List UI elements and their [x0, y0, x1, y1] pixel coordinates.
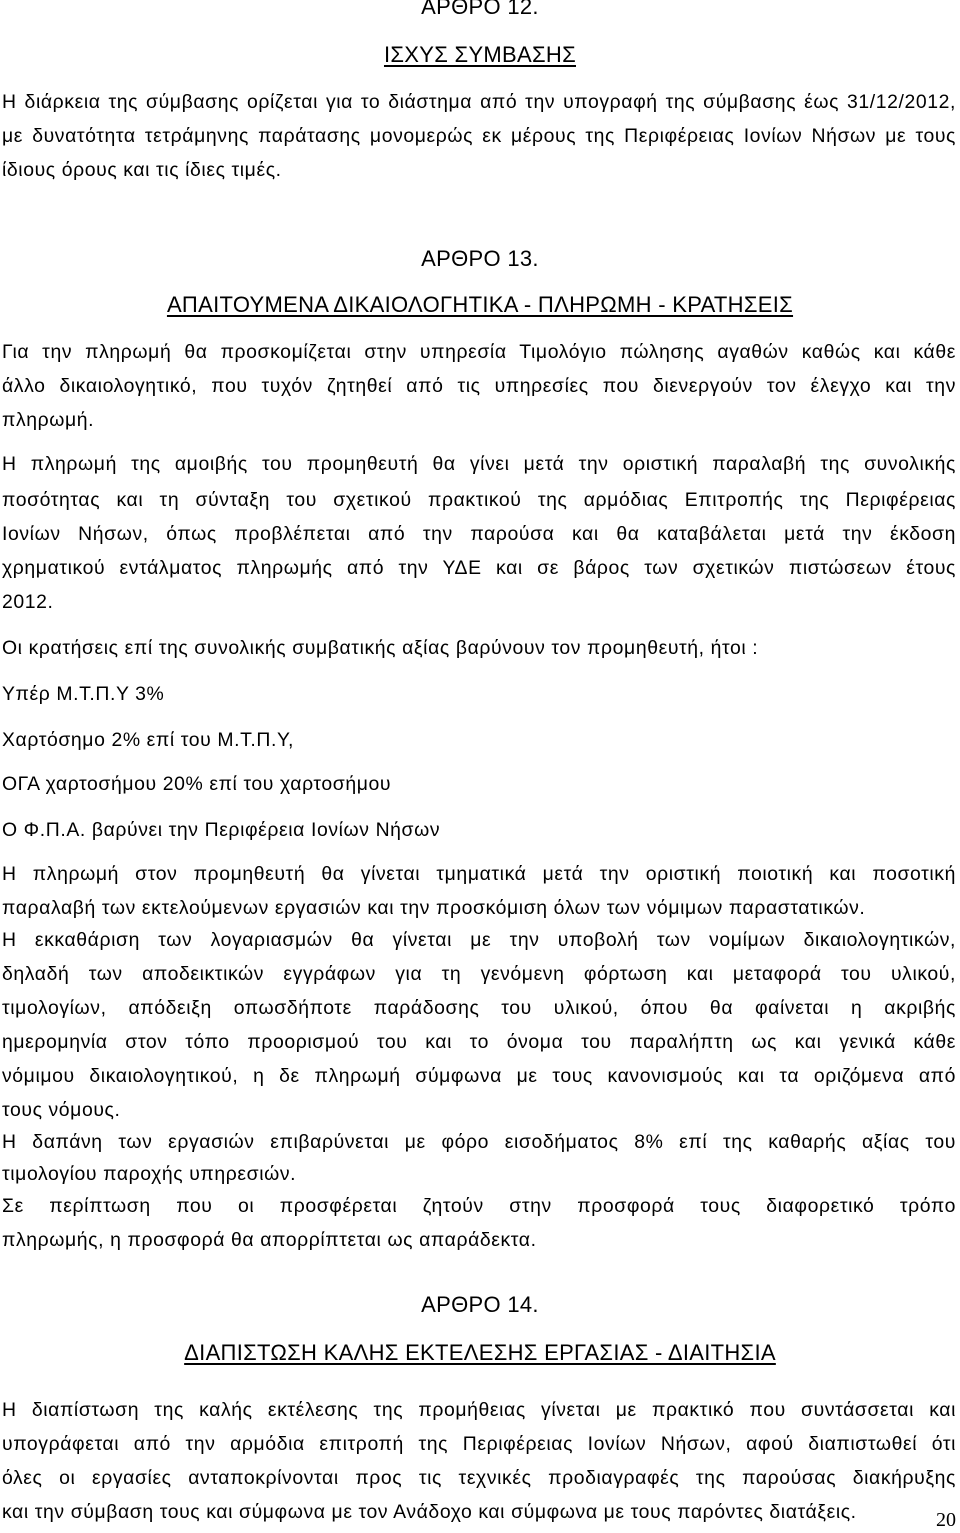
paragraph-line: πληρωμής, η προσφορά θα απορρίπτεται ως απαράδεκτα. [2, 1229, 537, 1251]
article-12-line: ίδιους όρους και τις ίδιες τιμές. [2, 159, 282, 181]
paragraph-line: δηλαδή των αποδεικτικών εγγράφων για τη γενόμενη φόρτωση και μεταφορά του υλικού, [2, 963, 956, 985]
paragraph-line: Για την πληρωμή θα προσκομίζεται στην υπηρεσία Τιμολόγιο πώλησης αγαθών καθώς και κάθε [2, 341, 956, 363]
paragraph-line: Οι κρατήσεις επί της συνολικής συμβατικής αξίας βαρύνουν τον προμηθευτή, ήτοι : [2, 637, 759, 659]
deduction-item: Υπέρ Μ.Τ.Π.Υ 3% [2, 683, 165, 705]
article-12-title: ΙΣΧΥΣ ΣΥΜΒΑΣΗΣ [383, 42, 576, 67]
paragraph-line: άλλο δικαιολογητικό, που τυχόν ζητηθεί από τις υπηρεσίες που διενεργούν τον έλεγχο και την [2, 375, 956, 397]
paragraph-line: Ιονίων Νήσων, όπως προβλέπεται από την παρούσα και θα καταβάλεται μετά την έκδοση [2, 523, 956, 545]
article-12-line: με δυνατότητα τετράμηνης παράτασης μονομερώς εκ μέρους της Περιφέρειας Ιονίων Νήσων με τους [2, 125, 956, 147]
paragraph-line: πληρωμή. [2, 409, 95, 431]
paragraph-line: τιμολογίων, απόδειξη οπωσδήποτε παράδοσης του υλικού, όπου θα φαίνεται η ακριβής [2, 997, 956, 1019]
paragraph-line: υπογράφεται από την αρμόδια επιτροπή της Περιφέρειας Ιονίων Νήσων, αφού διαπιστωθεί ότι [2, 1433, 956, 1455]
page-number: 20 [936, 1509, 956, 1531]
paragraph-line: Η πληρωμή της αμοιβής του προμηθευτή θα γίνει μετά την οριστική παραλαβή της συνολικής [2, 453, 956, 475]
paragraph-line: Σε περίπτωση που οι προσφέρεται ζητούν στην προσφορά τους διαφορετικό τρόπο [2, 1195, 956, 1217]
paragraph-line: όλες οι εργασίες ανταποκρίνονται προς τις τεχνικές προδιαγραφές της παρούσας διακήρυξης [2, 1467, 956, 1489]
deduction-item: Χαρτόσημο 2% επί του Μ.Τ.Π.Υ, [2, 729, 295, 751]
paragraph-line: Η διαπίστωση της καλής εκτέλεσης της προμήθειας γίνεται με πρακτικό που συντάσσεται και [2, 1399, 956, 1421]
deduction-item: ΟΓΑ χαρτοσήμου 20% επί του χαρτοσήμου [2, 773, 392, 795]
article-13-heading: ΑΡΘΡΟ 13. [421, 246, 539, 271]
paragraph-line: παραλαβή των εκτελούμενων εργασιών και την προσκόμιση όλων των νόμιμων παραστατικών. [2, 897, 866, 919]
paragraph-line: ημερομηνία στον τόπο προορισμού του και το όνομα του παραλήπτη ως και γενικά κάθε [2, 1031, 956, 1053]
article-13-title: ΑΠΑΙΤΟΥΜΕΝΑ ΔΙΚΑΙΟΛΟΓΗΤΙΚΑ - ΠΛΗΡΩΜΗ - ΚΡΑΤΗΣΕΙΣ [166, 292, 794, 317]
paragraph-line: χρηματικού εντάλματος πληρωμής από την ΥΔΕ και σε βάρος των σχετικών πιστώσεων έτους [2, 557, 956, 579]
paragraph-line: τιμολογίου παροχής υπηρεσιών. [2, 1163, 297, 1185]
paragraph-line: Η εκκαθάριση των λογαριασμών θα γίνεται με την υποβολή των νομίμων δικαιολογητικών, [2, 929, 956, 951]
paragraph-line: ποσότητας και τη σύνταξη του σχετικού πρακτικού της αρμόδιας Επιτροπής της Περιφέρειας [2, 489, 956, 511]
article-12-line: Η διάρκεια της σύμβασης ορίζεται για το διάστημα από την υπογραφή της σύμβασης έως 31/12/2012, [2, 91, 956, 113]
paragraph-line: Η πληρωμή στον προμηθευτή θα γίνεται τμηματικά μετά την οριστική ποιοτική και ποσοτική [2, 863, 956, 885]
paragraph-line: νόμιμου δικαιολογητικού, η δε πληρωμή σύμφωνα με τους κανονισμούς και τα οριζόμενα από [2, 1065, 956, 1087]
paragraph-line: τους νόμους. [2, 1099, 121, 1121]
paragraph-line: Η δαπάνη των εργασιών επιβαρύνεται με φόρο εισοδήματος 8% επί της καθαρής αξίας του [2, 1131, 956, 1153]
article-14-title: ΔΙΑΠΙΣΤΩΣΗ ΚΑΛΗΣ ΕΚΤΕΛΕΣΗΣ ΕΡΓΑΣΙΑΣ - ΔΙΑΙΤΗΣΙΑ [184, 1340, 776, 1365]
paragraph-line: και την σύμβαση τους και σύμφωνα με τον Ανάδοχο και σύμφωνα με τους παρόντες διατάξεις. [2, 1501, 857, 1523]
paragraph-line: 2012. [2, 591, 54, 613]
deduction-item: Ο Φ.Π.Α. βαρύνει την Περιφέρεια Ιονίων Νήσων [2, 819, 441, 841]
article-12-heading: ΑΡΘΡΟ 12. [421, 0, 539, 19]
article-14-heading: ΑΡΘΡΟ 14. [421, 1292, 539, 1317]
